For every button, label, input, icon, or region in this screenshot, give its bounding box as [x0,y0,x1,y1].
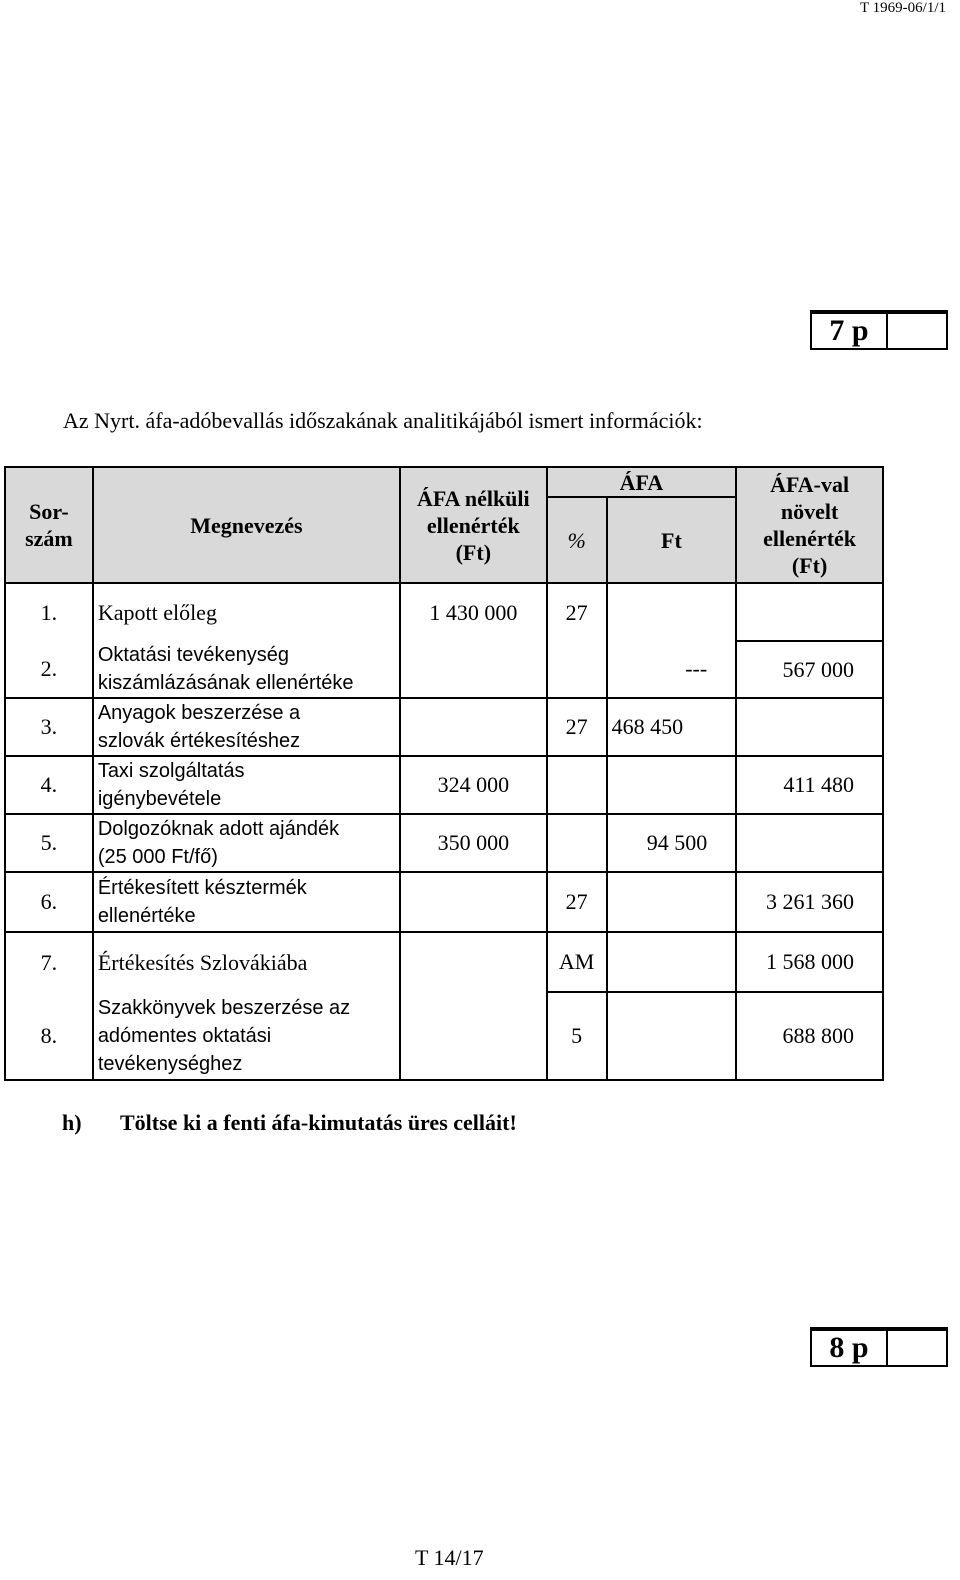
score-box-top [810,310,948,350]
row-name: Értékesítés Szlovákiába [93,932,400,992]
row-pct[interactable] [547,756,607,814]
task-instruction [62,1110,517,1136]
row-net[interactable]: 324 000 [400,756,547,814]
header-sorszam: Sor- szám [5,467,93,583]
row-name: Dolgozóknak adott ajándék (25 000 Ft/fő) [93,814,400,872]
row-name: Taxi szolgáltatás igénybevétele [93,756,400,814]
table-row [5,583,883,641]
row-net[interactable] [400,932,547,992]
header-afa-nelkuli: ÁFA nélküli ellenérték (Ft) [400,467,547,583]
row-number: 1. [5,583,93,641]
header-megnevezes: Megnevezés [93,467,400,583]
table-row [5,641,883,698]
row-pct[interactable]: 27 [547,698,607,756]
row-net[interactable]: 1 430 000 [400,583,547,641]
row-pct[interactable]: AM [547,932,607,992]
row-net[interactable] [400,992,547,1080]
document-code: T 1969-06/1/1 [860,0,946,16]
row-pct[interactable]: 5 [547,992,607,1080]
score-points: 8 p [812,1331,888,1365]
row-number: 8. [5,992,93,1080]
table-row [5,992,883,1080]
header-afa: ÁFA [547,467,737,497]
table-row [5,872,883,932]
page-number: T 14/17 [415,1545,484,1570]
intro-text: Az Nyrt. áfa-adóbevallás időszakának analitikájából ismert információk: [63,408,703,433]
row-vat[interactable]: 468 450 [607,698,737,756]
row-gross[interactable]: 567 000 [736,641,883,698]
row-gross[interactable]: 3 261 360 [736,872,883,932]
row-gross[interactable] [736,698,883,756]
table-row [5,814,883,872]
row-name: Anyagok beszerzése a szlovák értékesítéshez [93,698,400,756]
row-number: 6. [5,872,93,932]
row-pct[interactable]: 27 [547,583,607,641]
score-blank-cell[interactable] [888,314,946,348]
row-name: Kapott előleg [93,583,400,641]
task-text: Töltse ki a fenti áfa-kimutatás üres celláit! [120,1110,517,1135]
row-number: 7. [5,932,93,992]
row-pct[interactable] [547,814,607,872]
row-number: 2. [5,641,93,698]
task-letter: h) [62,1110,82,1135]
score-blank-cell[interactable] [888,1331,946,1365]
row-vat[interactable] [607,583,737,641]
table-row [5,756,883,814]
row-number: 4. [5,756,93,814]
row-number: 5. [5,814,93,872]
row-gross[interactable]: 1 568 000 [736,932,883,992]
row-gross[interactable] [736,583,883,641]
header-ft: Ft [607,497,737,583]
header-pct: % [547,497,607,583]
header-afa-val: ÁFA-val növelt ellenérték (Ft) [736,467,883,583]
row-name: Oktatási tevékenység kiszámlázásának ellenértéke [93,641,400,698]
row-name: Értékesített késztermék ellenértéke [93,872,400,932]
row-pct[interactable] [547,641,607,698]
row-net[interactable] [400,698,547,756]
table-header-row [5,467,883,497]
row-net[interactable]: 350 000 [400,814,547,872]
row-gross[interactable]: 688 800 [736,992,883,1080]
row-vat[interactable]: 94 500 [607,814,737,872]
row-net[interactable] [400,872,547,932]
row-net[interactable] [400,641,547,698]
row-vat[interactable]: --- [607,641,737,698]
table-row [5,698,883,756]
row-gross[interactable]: 411 480 [736,756,883,814]
row-number: 3. [5,698,93,756]
row-pct[interactable]: 27 [547,872,607,932]
vat-table [4,466,884,1081]
score-box-bottom [810,1327,948,1367]
row-gross[interactable] [736,814,883,872]
row-vat[interactable] [607,872,737,932]
row-name: Szakkönyvek beszerzése az adómentes oktatási tevékenységhez [93,992,400,1080]
row-vat[interactable] [607,932,737,992]
row-vat[interactable] [607,756,737,814]
table-row [5,932,883,992]
score-points: 7 p [812,314,888,348]
row-vat[interactable] [607,992,737,1080]
